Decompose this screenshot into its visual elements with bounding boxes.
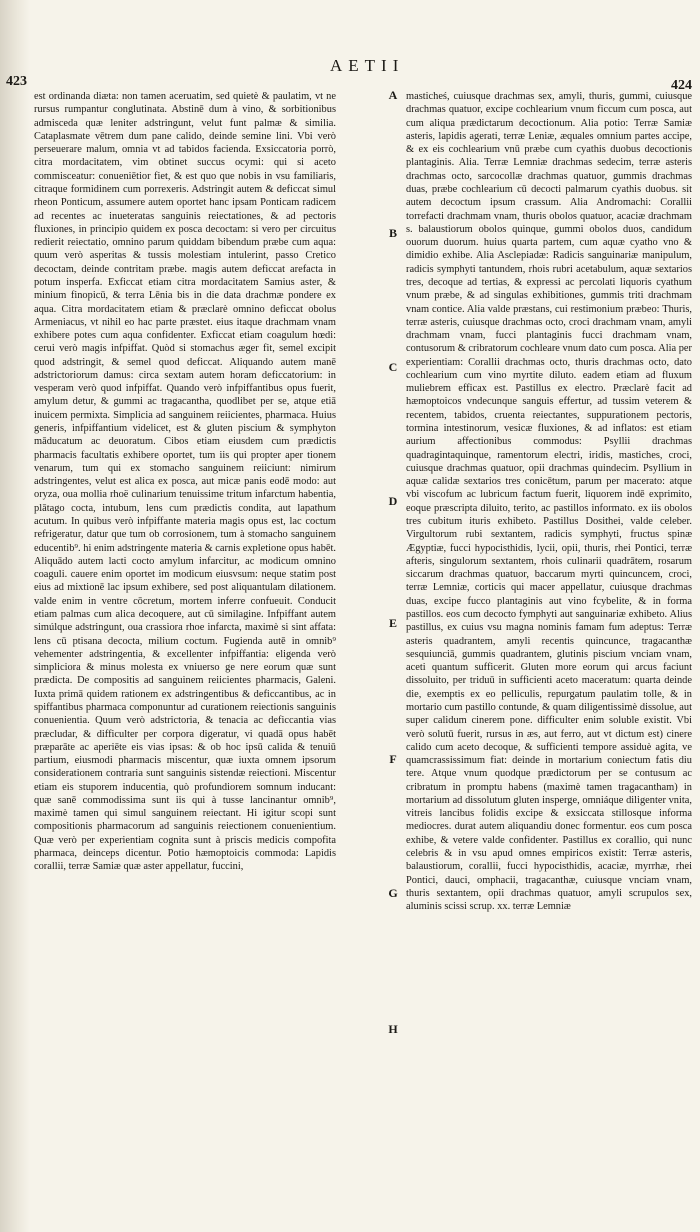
section-letter-e: E bbox=[388, 616, 397, 630]
left-column-text: est ordinanda diæta: non tamen aceruatim, sed quietè & paulatim, vt ne rursus rumpantur conglutinata. Abstinē dum à vino, & sorbitionibus admisceda quæ leniter adstringunt, velut funt palmæ & similia. Cataplasmate vētrem dum pane calido, deinde semine lini. Vbi verò perseuerare malum, omnia vt ad tabidos facienda. Exsiccatoria porrò, citra mordacitatem, vim obtinet succus ocymi: qui si aceto commisceatur: conueniētior fiet, & est quo que nobis in vsu familiaris, citraque formidinem cum porrexeris. Adstringit autem & deficcat simul rheon Ponticum, assumere autem oportet hanc ipsam Ponticam radicem ad recentes ac inueteratas sanguinis reiectationes, & ad pectoris fluxiones, in principio quidem ex posca decoctam: si vero per circuitus redierit reiectatio, omnino parum quiddam bibendum præbe cum aqua: quum verò asperitas & tussis molestiam intulerint, passo Cretico decoctam, deinde contritam præbe. magis autem deficcat arefacta in potum insperfa. Exficcat etiam citra mordacitatem Samius aster, & minium finopicū, & terra Lēnia bis in die data drachmæ pondere ex aqua. Citra mordacitatem etiam & præclarè omnino deficcat obolus Armeniacus, vt nihil eo hac parte præstet. eius itaque drachmam vnam exhibere potes cum aqua confidenter. Exficcat etiam coagulum hœdi: cerui verò magis infpiffat. Quòd si stomachus æger fit, semel excipit quod adstringit, & semel quod deficcat. Aliquando autem manē adstrictoriorum damus: circa sextam autem horam deficcatorium: in vesperam verò quod infpiffat. Quando verò infpiffantibus opus fuerit, amylum detur, & gummi ac tragacantha, quodlibet per se, atque etiā inuicem permixta. Simplicia ad sanguinem reiicientes, pharmaca. Huius generis, infpiffantium videlicet, est & gluten piscium & symphyton māducatum ac deuoratum. Cibos etiam eiusdem cum prædictis pharmacis facultatis exhibere oportet, tum iis qui propter aper tionem venarum, tum qui ex stomacho sanguinem reiiciunt: nimirum adstringentes, velut est alica ex posca, aut micæ panis eodē modo: aut oryza, oua mollia rhoë culinarium tenuissime tritum infarctum habentia, plātago cocta, intubum, lens cum prædictis condita, aut lapathum acutum. In quibus verò infpiffante materia magis opus est, lac coctum refrigeratur, datur que tum ob corrosionem, tum à stomacho sanguinem educentib⁹. hi enim adstringente materia & carnis expletione opus habēt. Aliquādo autem lacti cocto amylum infarcitur, ac modicum omnino coaguli. cauere enim oportet im modicum eiusvsum: neque statim post eius ad mixtionē lac ipsum exhibere, sed post aliquantulam dilationem. valde enim in ventre cōcretum, mortem inferre confueuit. Conducit etiam palmas cum alica decoquere, aut cū similagine. Infpiffant autem simúlque adstringunt, oua crassiora rhoe infarcta, maximè si sint affata: lens cū ptisana decocta, milium coctum. Fugienda autē in omnib⁹ vehementer adstringentia, & excellenter infpiffantia: eligenda verò simpliciora & minus molesta ex vniuerso ge nere eorum quæ sunt prædicta. De compositis ad sanguinem reiicientes pharmacis, Galeni. Iuxta primā quidem rationem ex adstringentibus & deficcantibus, ac in spiffantibus pharmaca componuntur ad curationem reiectionis sanguinis conuenientia. Quum verò adstrictoria, & tenacia ac deficcantia vias præcludar, & difficulter per corpora digeratur, vi quadā opus habēt præparāte ac aperiēte eis vias ipsas: & ob hoc ipsū calida & tenuiū partium, eiusmodi pharmacis miscentur, quæ iuxta omnem ipsorum considerationem contraria sunt sanguinis sistendæ reiectioni. Miscentur etiam eis stuporem inducentia, quò profundiorem somnum inducant: quæ sanē commodissima sunt iis qui à tusse lancinantur omnib⁹, maximè tamen qui simul sanguinem reiectant. Hi igitur scopi sunt compositionis pharmacorum ad sanguinis reiectionem conuenientium. Quæ verò per experientiam cognita sunt à priscis medicis compofita pharmaca, deinceps dicentur. Potio hæmoptoicis commoda: Lapidis corallii, terræ Samiæ quæ aster appellatur, fuccini, bbox=[34, 91, 336, 873]
page-header bbox=[0, 56, 700, 93]
right-column-text: masticheś, cuiusque drachmas sex, amyli, thuris, gummi, cuiusque drachmas quatuor, excipe cochlearium vnum ficcum cum posca, aut cum aliqua prædictarum decoctionum. Alia potio: Terræ Samiæ asteris, lapidis agerati, terræ Leniæ, æquales omnium partes accipe, & ex eis cochlearium vnū præbe cum cyathis duobus decoctionis plantaginis. Alia. Terræ Lemniæ drachmas sedecim, terræ asteris drachmas octo, sarcocollæ drachmas quatuor, gummis drachmas duas, præbe cochlearium cū decocti palmarum cyathis duobus. sit autem decoctum ipsum crassum. Alia Andromachi: Corallii torrefacti drachmam vnam, thuris obolos quatuor, acaciæ drachmam s. balaustiorum obolos quinque, gummi obolos duos, candidum ouorum duorum. huius quarta partem, cum aquæ cyatho vno & dimidio exhibe. Alia Asclepiadæ: Radicis sanguinariæ manipulum, radicis symphyti tantundem, rhois rubri acetabulum, aquæ sextarios tres, decoque ad tertias, & expressi ac percolati liquoris cyathum vnum præbe, & ad singulas exhibitiones, gummis triti drachmam vnam contice. Alia valde præstans, cui restimonium præbeo: Thuris, terræ asteris, cuiusque drachmas octo, croci drachmam vnam, amyli drachmam vnam, fucci plantaginis fucci drachmam vnam, contusorum & cribratorum cochleare vnum dato cum posca. Alia per experientiam: Corallii drachmas octo, thuris drachmas octo, dato cochlearium cum vino myrtite diluto. eadem etiam ad fluxum muliebrem efficax est. Pastillus ex electro. Præclarè facit ad hæmoptoicos vndecunque sanguis effertur, ad tussim veterem & recentem, tabidos, cruenta reiectantes, suppurationem pectoris, tormina intestinorum, vesicæ fluxiones, & ad inflatos: est etiam aurium affectionibus commodus: Psyllii drachmas quadragintaquinque, ramentorum electri, iridis, mastiches, croci, cuiusque drachmas quatuor, opii drachmas quindecim. Psyllium in aquæ calidæ sextarios tres conicētum, parum per macerato: atque vbi viscofum ac lubricum factum fuerit, liquorem indē exprimito, eoque præscripta diluito, terito, ac pastillos informato. ex iis obolos tres cubitum ituris exhibeto. Pastillus Dosithei, valde celeber. Virgultorum rubi sextantem, radicis symphyti, fructus spinæ Ægyptiæ, fucci hypocisthidis, lycii, opii, thuris, rhei Pontici, terræ afteris, singulorum sextantem, rhois culinarii quadrātem, rosarum siccarum drachmas quatuor, baccarum myrti quincuncem, croci, terræ Lemniæ, corticis qui macer appellatur, cuiusque drachmas duas, excipe fucco plantaginis aut vino fcybelite, & in forma pastillos. eos cum decocto fymphyti aut sanguinariæ exhibeto. Alius pastillus, ex cuius vsu magna nominis famam fum adeptus: Terræ asteris quadrantem, amyli recentis quincunce, tragacanthæ sesquiunciā, gummis quadrantem, glutinis piscium vnciam vnam, aceti quantum sufficerit. Gluten more eorum qui arcus faciunt dissoluito, per triduū in sufficienti aceto maceratum: quarta deinde die, exemptis ex eo pelliculis, repurgatum paulatim tolle, & in mortario cum pastillo contunde, & quam diligentissimè dissolue, aut super calidum cinerem pone. difficulter enim soluble existit. Vbi verò solutū fuerit, rursus in æs, aut ferro, aut vt dictum est) cinere calido cum aceto decoque, & sufficienti tempore assiduè agita, ve quamcrassissimum fiat: deinde in mortarium coniectum fatis diu tere. Atque vnum quodque prædictorum per se contusum ac cribratum in promptu habens (maximè tamen tragacantham) in mortarium ad dissolutum gluten insperge, omniáque diligenter vnita, vitreis lancibus folidis excipe & exsiccata stillosque informa mediocres. durat autem aliquandiu donec formentur. eos cum posca exhibe, & vetere valde confidenter. Pastillus ex corallio, qui nunc celebris & in vsu apud omnes empiricos existit: Terræ asteris, balaustiorum, corallii, fucci hypocisthidis, acaciæ, myrrhæ, rhei Pontici, dauci, omphacii, tragacanthæ, cuiusque vnciam vnam, thuris sextantem, opii drachmas quatuor, amyli scrupulos sex, aluminis scissi scrup. xx. terræ Lemniæ bbox=[406, 91, 692, 913]
section-letter-d: D bbox=[388, 494, 398, 508]
section-letter-g: G bbox=[388, 886, 398, 900]
section-letter-a: A bbox=[388, 88, 398, 102]
page-gutter-shadow bbox=[0, 0, 30, 1232]
section-letter-f: F bbox=[389, 752, 397, 766]
running-head-title: AETII bbox=[330, 56, 405, 75]
section-letter-b: B bbox=[388, 226, 397, 240]
section-letter-h: H bbox=[388, 1022, 398, 1036]
section-letter-c: C bbox=[388, 360, 398, 374]
text-column-right bbox=[406, 90, 692, 1180]
text-column-left bbox=[34, 90, 336, 1180]
page-number-left: 423 bbox=[6, 74, 27, 89]
page-number-right: 424 bbox=[671, 78, 692, 93]
margin-section-letters bbox=[385, 0, 403, 1232]
